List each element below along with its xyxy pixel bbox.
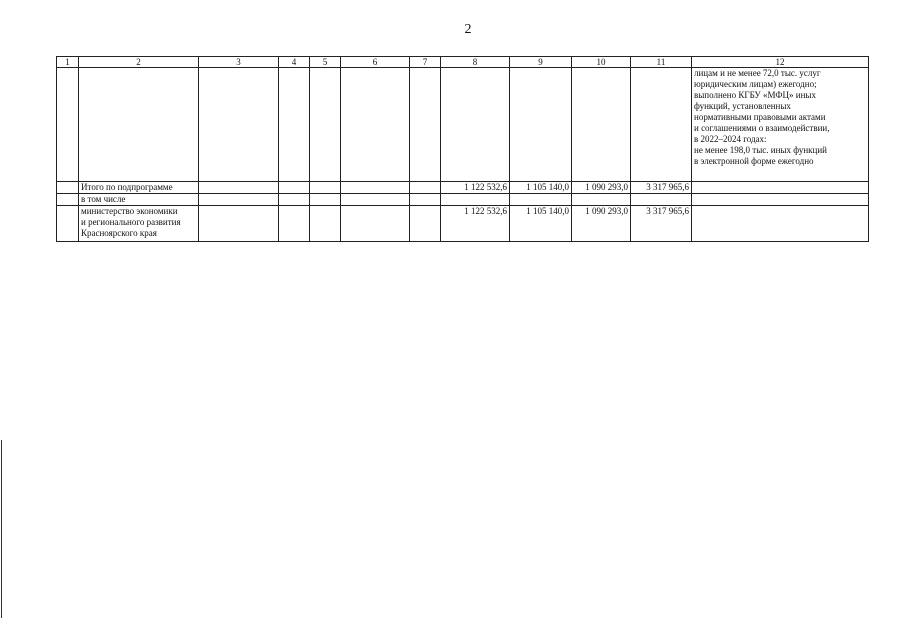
cell-empty (341, 182, 410, 194)
header-cell-8: 8 (441, 57, 510, 68)
cell-empty (57, 206, 79, 242)
cell-empty (279, 182, 310, 194)
cell-empty (410, 182, 441, 194)
cell-empty (572, 194, 631, 206)
table-row-subhead (57, 194, 869, 206)
total-col9: 1 105 140,0 (510, 182, 572, 194)
cell-empty (279, 68, 310, 182)
header-cell-3: 3 (199, 57, 279, 68)
ministry-col9: 1 105 140,0 (510, 206, 572, 242)
cell-empty (572, 68, 631, 182)
cell-empty (279, 194, 310, 206)
cell-empty (310, 194, 341, 206)
cell-empty (79, 68, 199, 182)
table-header-row (57, 57, 869, 68)
header-cell-11: 11 (631, 57, 692, 68)
cell-empty (410, 206, 441, 242)
cell-empty (341, 68, 410, 182)
ministry-col8: 1 122 532,6 (441, 206, 510, 242)
cell-empty (199, 68, 279, 182)
cell-empty (410, 68, 441, 182)
header-cell-6: 6 (341, 57, 410, 68)
total-label: Итого по подпрограмме (79, 182, 199, 194)
table-row-total (57, 182, 869, 194)
total-col10: 1 090 293,0 (572, 182, 631, 194)
cell-empty (510, 194, 572, 206)
header-cell-10: 10 (572, 57, 631, 68)
cell-empty (279, 206, 310, 242)
table-row-ministry (57, 206, 869, 242)
cell-empty (341, 194, 410, 206)
cell-empty (199, 206, 279, 242)
cell-empty (310, 182, 341, 194)
cell-empty (692, 194, 869, 206)
cell-empty (57, 182, 79, 194)
header-cell-4: 4 (279, 57, 310, 68)
cell-empty (692, 206, 869, 242)
cell-empty (631, 68, 692, 182)
cell-empty (510, 68, 572, 182)
cell-empty (441, 194, 510, 206)
cell-empty (57, 68, 79, 182)
cell-empty (199, 182, 279, 194)
cell-empty (631, 194, 692, 206)
budget-table (56, 56, 869, 242)
header-cell-2: 2 (79, 57, 199, 68)
page-number: 2 (464, 22, 472, 37)
header-cell-1: 1 (57, 57, 79, 68)
cell-empty (341, 206, 410, 242)
cell-empty (692, 182, 869, 194)
total-col8: 1 122 532,6 (441, 182, 510, 194)
cell-empty (310, 206, 341, 242)
scan-edge-line (1, 440, 2, 618)
continuation-results-text: лицам и не менее 72,0 тыс. услуг юридическим лицам) ежегодно; выполнено КГБУ «МФЦ» иных функций, установленных нормативными правовыми актами и соглашениями о взаимодействии, в 2022–2024 годах: не менее 198,0 тыс. иных функций в электронной форме ежегодно (692, 68, 869, 182)
ministry-label: министерство экономики и регионального развития Красноярского края (79, 206, 199, 242)
cell-empty (410, 194, 441, 206)
ministry-col10: 1 090 293,0 (572, 206, 631, 242)
header-cell-12: 12 (692, 57, 869, 68)
table-row-continuation (57, 68, 869, 182)
ministry-col11: 3 317 965,6 (631, 206, 692, 242)
total-col11: 3 317 965,6 (631, 182, 692, 194)
cell-empty (310, 68, 341, 182)
subhead-label: в том числе (79, 194, 199, 206)
cell-empty (57, 194, 79, 206)
cell-empty (199, 194, 279, 206)
header-cell-9: 9 (510, 57, 572, 68)
header-cell-5: 5 (310, 57, 341, 68)
header-cell-7: 7 (410, 57, 441, 68)
cell-empty (441, 68, 510, 182)
